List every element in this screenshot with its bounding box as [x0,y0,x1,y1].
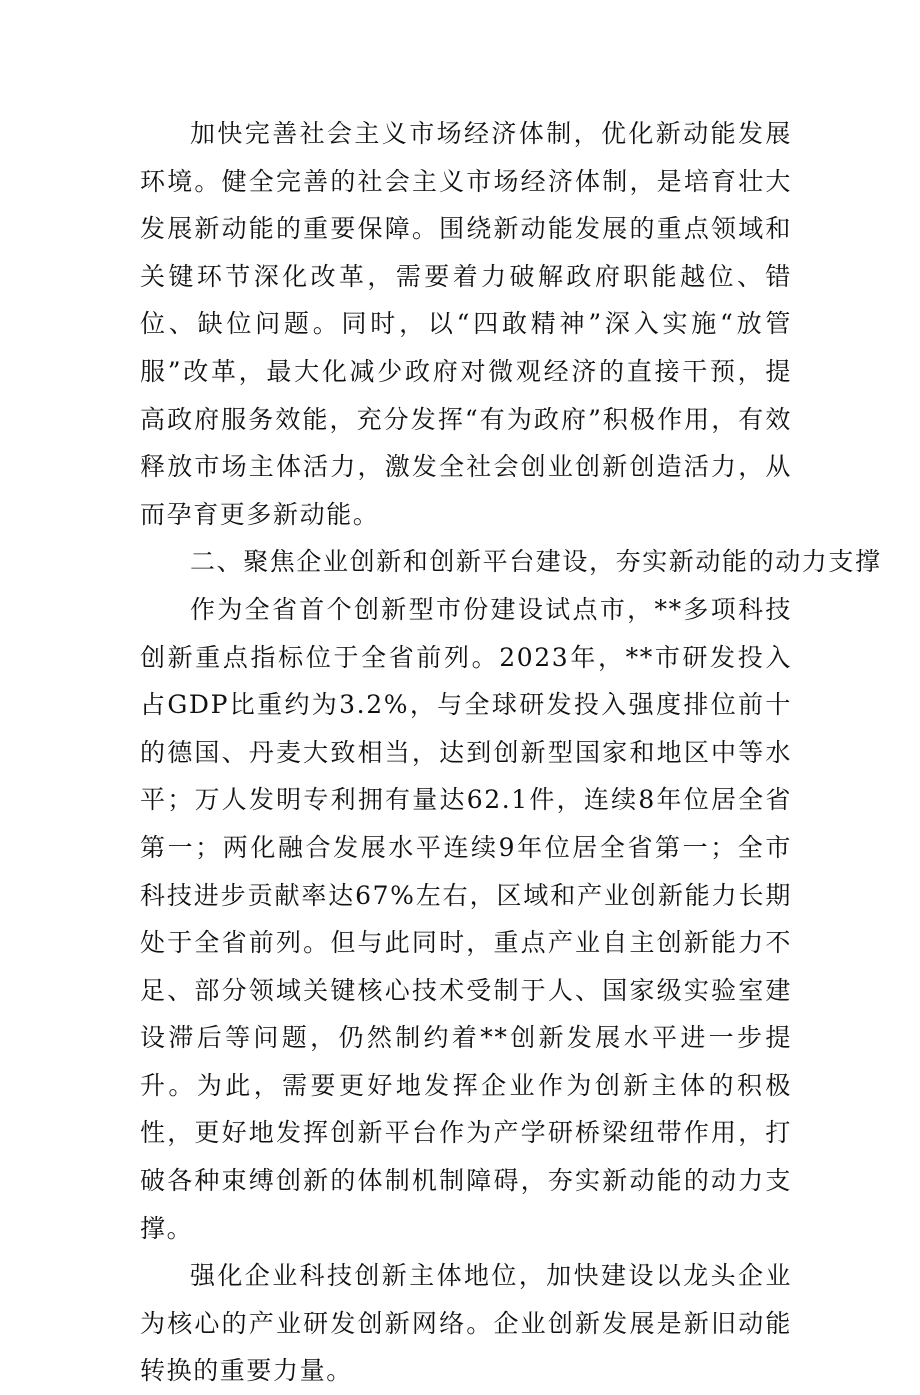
document-body [140,110,882,1395]
paragraph-enterprise-innovation: 强化企业科技创新主体地位，加快建设以龙头企业为核心的产业研发创新网络。企业创新发展是新旧动能转换的重要力量。 [140,1261,792,1386]
section-heading-2: 二、聚焦企业创新和创新平台建设，夯实新动能的动力支撑 [190,547,882,577]
paragraph-innovation-indicators: 作为全省首个创新型市份建设试点市，**多项科技创新重点指标位于全省前列。2023年，**市研发投入占GDP比重约为3.2%，与全球研发投入强度排位前十的德国、丹麦大致相当，达到创新型国家和地区中等水平；万人发明专利拥有量达62.1件，连续8年位居全省第一；两化融合发展水平连续9年位居全省第一；全市科技进步贡献率达67%左右，区域和产业创新能力长期处于全省前列。但与此同时，重点产业自主创新能力不足、部分领域关键核心技术受制于人、国家级实验室建设滞后等问题，仍然制约着**创新发展水平进一步提升。为此，需要更好地发挥企业作为创新主体的积极性，更好地发挥创新平台作为产学研桥梁纽带作用，打破各种束缚创新的体制机制障碍，夯实新动能的动力支撑。 [140,594,792,1243]
paragraph-market-economy: 加快完善社会主义市场经济体制，优化新动能发展环境。健全完善的社会主义市场经济体制，是培育壮大发展新动能的重要保障。围绕新动能发展的重点领域和关键环节深化改革，需要着力破解政府职能越位、错位、缺位问题。同时，以“四敢精神”深入实施“放管服”改革，最大化减少政府对微观经济的直接干预，提高政府服务效能，充分发挥“有为政府”积极作用，有效释放市场主体活力，激发全社会创业创新创造活力，从而孕育更多新动能。 [140,119,792,529]
